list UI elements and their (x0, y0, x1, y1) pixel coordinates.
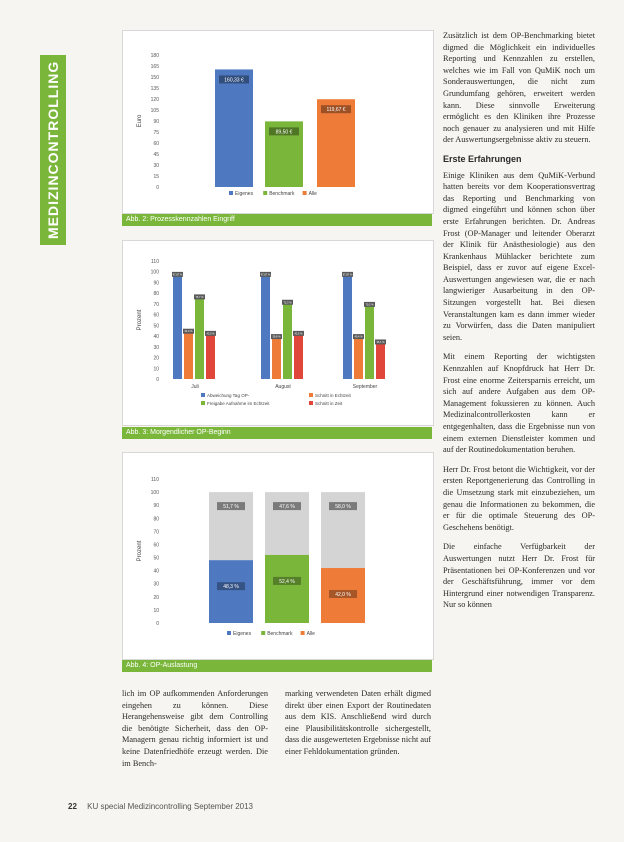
bar (376, 341, 385, 379)
legend-entry: Schnitt in Zeit (315, 401, 343, 406)
y-tick-label: 20 (153, 594, 159, 601)
legend-swatch (201, 393, 205, 397)
stacked-bar-chart (123, 453, 433, 659)
legend-entry: Benchmark (267, 631, 293, 637)
y-tick-label: 50 (153, 555, 159, 562)
figure-or-start-chart (122, 240, 434, 426)
bar (354, 336, 363, 379)
data-label: 44,9 % (184, 330, 193, 334)
legend-entry: Benchmark (269, 191, 295, 197)
y-tick-label: 100 (150, 490, 159, 497)
data-label: 97,87 % (260, 273, 271, 277)
y-tick-label: 20 (153, 355, 159, 362)
y-tick-label: 0 (156, 621, 159, 627)
data-label: 42,0 % (335, 592, 351, 599)
legend-entry: Eigenes (233, 631, 252, 637)
data-label: 89,50 € (275, 129, 293, 136)
y-tick-label: 100 (150, 269, 159, 276)
y-tick-label: 30 (153, 344, 159, 351)
y-tick-label: 30 (153, 581, 159, 588)
y-axis-label: Euro (137, 114, 143, 128)
y-tick-label: 80 (153, 516, 159, 523)
bar (283, 302, 292, 379)
footer-text: KU special Medizincontrolling September 2013 (87, 802, 254, 811)
x-tick-label: September (352, 384, 378, 390)
article-column-2: marking verwendeten Daten erhält digmed direkt über einen Export der Routinedaten aus dem KIS. Anschließend wird durch eine Plausibilitätskontrolle sichergestellt, dass die ausgewerteten Ergebnisse nicht auf einer Fehldokumentation gründen. (285, 689, 431, 756)
page-footer (68, 802, 253, 811)
data-label: 72,3 % (283, 301, 292, 305)
y-tick-label: 105 (150, 108, 159, 114)
y-tick-label: 165 (150, 64, 159, 70)
data-label: 35,1 % (376, 340, 385, 344)
figure-caption: Abb. 2: Prozesskennzahlen Eingriff (122, 214, 432, 226)
legend-swatch (309, 393, 313, 397)
y-tick-label: 90 (153, 503, 159, 510)
bar-segment-lower (209, 560, 253, 623)
bar (261, 274, 270, 379)
data-label: 97,87 % (342, 273, 353, 277)
y-tick-label: 110 (151, 259, 159, 265)
figure-caption: Abb. 3: Morgendlicher OP-Beginn (122, 427, 432, 439)
data-label: 48,3 % (223, 584, 239, 591)
bar (294, 333, 303, 379)
bar (206, 333, 215, 379)
y-tick-label: 0 (156, 377, 159, 383)
data-label: 42,6 % (294, 332, 303, 336)
y-tick-label: 135 (150, 86, 159, 92)
y-tick-label: 90 (153, 280, 159, 287)
y-tick-label: 45 (153, 152, 159, 158)
paragraph: Mit einem Reporting der wichtigsten Kennzahlen auf Knopfdruck hat Herr Dr. Frost eine enorme Zeitersparnis erreicht, um sich auf andere Aufgaben aus dem OP-Management fokussieren zu können. Auch Medizinalcontrollerkosten kann er entgegenhalten, dass die Ergebnisse nun von einem externen Dienstleister kommen und auf der Routinedokumentation beruhen. (443, 352, 595, 455)
legend-entry: Alle (306, 631, 315, 637)
legend-swatch (227, 631, 231, 635)
data-label: 52,4 % (279, 578, 295, 585)
data-label: 160,33 € (224, 77, 244, 84)
legend-swatch (263, 191, 267, 195)
legend-entry: Alle (308, 191, 317, 197)
data-label: 119,67 € (326, 107, 346, 114)
bar (215, 69, 253, 187)
y-tick-label: 75 (153, 130, 159, 136)
legend-swatch (309, 401, 313, 405)
bar (195, 296, 204, 379)
article-column-1: lich im OP aufkommenden Anforderungen eingehen zu können. Diese Herangehensweise gibt dem Controlling die benötigte Sicherheit, dass den OP-Managern genau richtig informiert ist und keine Datenfriedhöfe erzeugt werden. Die im Bench- (122, 689, 268, 768)
grouped-bar-chart (123, 241, 433, 425)
data-label: 58,0 % (335, 504, 351, 511)
bar (184, 331, 193, 379)
y-tick-label: 70 (153, 301, 159, 308)
bar (365, 304, 374, 379)
y-tick-label: 150 (150, 75, 159, 81)
legend-swatch (201, 401, 205, 405)
y-tick-label: 180 (150, 53, 159, 59)
paragraph: Einige Kliniken aus dem QuMiK-Verbund hatten bereits vor dem Kooperationsvertrag das Reporting und Benchmarking von digmed eingeführt und können schon über erste Erfahrungen berichten. Dr. Andreas Frost (OP-Manager und leitender Oberarzt der Klinik für Anästhesiologie) aus den Krankenhaus Mühlacker berichtete zum Beispiel, dass er zuvor auf eigene Excel-Auswertungen angewiesen war, die er nach langwieriger Ausarbeitung in den OP-Sitzungen vorgestellt hat. Bei diesen Veranstaltungen kam es dann immer wieder zu Vorwürfen, dass die Daten manipuliert seien. (443, 170, 595, 342)
section-heading: Erste Erfahrungen (443, 153, 522, 164)
paragraph: Herr Dr. Frost betont die Wichtigkeit, vor der ersten Reportgenerierung das Controlling in die Umsetzung stark mit einzubeziehen, um genau die Informationen zu bekommen, die er für die optimale Steuerung des OP-Geschehens benötigt. (443, 464, 595, 532)
y-tick-label: 60 (153, 141, 159, 147)
y-tick-label: 60 (153, 312, 159, 319)
y-tick-label: 10 (153, 366, 159, 373)
y-tick-label: 15 (153, 174, 159, 180)
bar-chart (123, 31, 433, 213)
section-label: MEDIZINCONTROLLING (45, 60, 61, 240)
paragraph: Die einfache Verfügbarkeit der Auswertungen nutzt Herr Dr. Frost für Präsentationen bei OP-Konferenzen und vor der Geschäftsführung, immer vor dem Hintergrund einer notwendigen Transparenz. Nur so können (443, 542, 595, 610)
figure-process-chart (122, 30, 434, 214)
data-label: 76,7 % (195, 295, 204, 299)
y-tick-label: 0 (156, 185, 159, 191)
legend-entry: Abweichung Tag OP- (207, 393, 250, 398)
page-number: 22 (68, 802, 77, 811)
bar-segment-lower (265, 555, 309, 623)
data-label: 39,8 % (272, 335, 281, 339)
y-tick-label: 120 (150, 97, 159, 103)
y-tick-label: 40 (153, 334, 159, 341)
legend-swatch (303, 191, 307, 195)
data-label: 51,7 % (223, 504, 239, 511)
y-tick-label: 40 (153, 568, 159, 575)
bar (173, 274, 182, 379)
x-tick-label: August (275, 384, 291, 390)
y-tick-label: 50 (153, 323, 159, 330)
data-label: 47,6 % (279, 504, 295, 511)
legend-entry: Schnitt in Echtzeit (315, 393, 351, 398)
y-tick-label: 60 (153, 542, 159, 549)
article-column-right (443, 30, 595, 619)
bar (272, 336, 281, 379)
y-tick-label: 70 (153, 529, 159, 536)
data-label: 40,4 % (354, 335, 363, 339)
y-axis-label: Prozent (137, 540, 143, 562)
data-label: 97,87 % (172, 273, 183, 277)
data-label: 43,0 % (206, 332, 215, 336)
y-tick-label: 10 (153, 607, 159, 614)
y-tick-label: 90 (153, 119, 159, 125)
y-axis-label: Prozent (137, 309, 143, 331)
legend-swatch (261, 631, 265, 635)
legend-entry: Freigabe Aufnahme im Echtzeit (207, 401, 270, 406)
x-tick-label: Juli (191, 384, 199, 390)
figure-utilization-chart (122, 452, 434, 660)
paragraph: Zusätzlich ist dem OP-Benchmarking bietet digmed die Möglichkeit ein individuelles Reporting und Kennzahlen zu erstellen, welches wie im Fall von QuMiK noch um Sonderauswertungen, die nicht zum Grundumfang gehören, erweitert werden kann. Diese sinnvolle Erweiterung ermöglicht es den Kliniken ihre Prozesse noch genauer zu analysieren und mit Hilfe der Auswertungsergebnisse aktiv zu steuern. (443, 31, 595, 145)
bar (343, 274, 352, 379)
legend-entry: Eigenes (235, 191, 254, 197)
figure-caption: Abb. 4: OP-Auslastung (122, 660, 432, 672)
y-tick-label: 110 (151, 477, 159, 483)
bar-segment-upper (265, 492, 309, 555)
legend-swatch (229, 191, 233, 195)
data-label: 70,2 % (365, 303, 374, 307)
y-tick-label: 30 (153, 163, 159, 169)
legend-swatch (301, 631, 305, 635)
y-tick-label: 80 (153, 291, 159, 298)
